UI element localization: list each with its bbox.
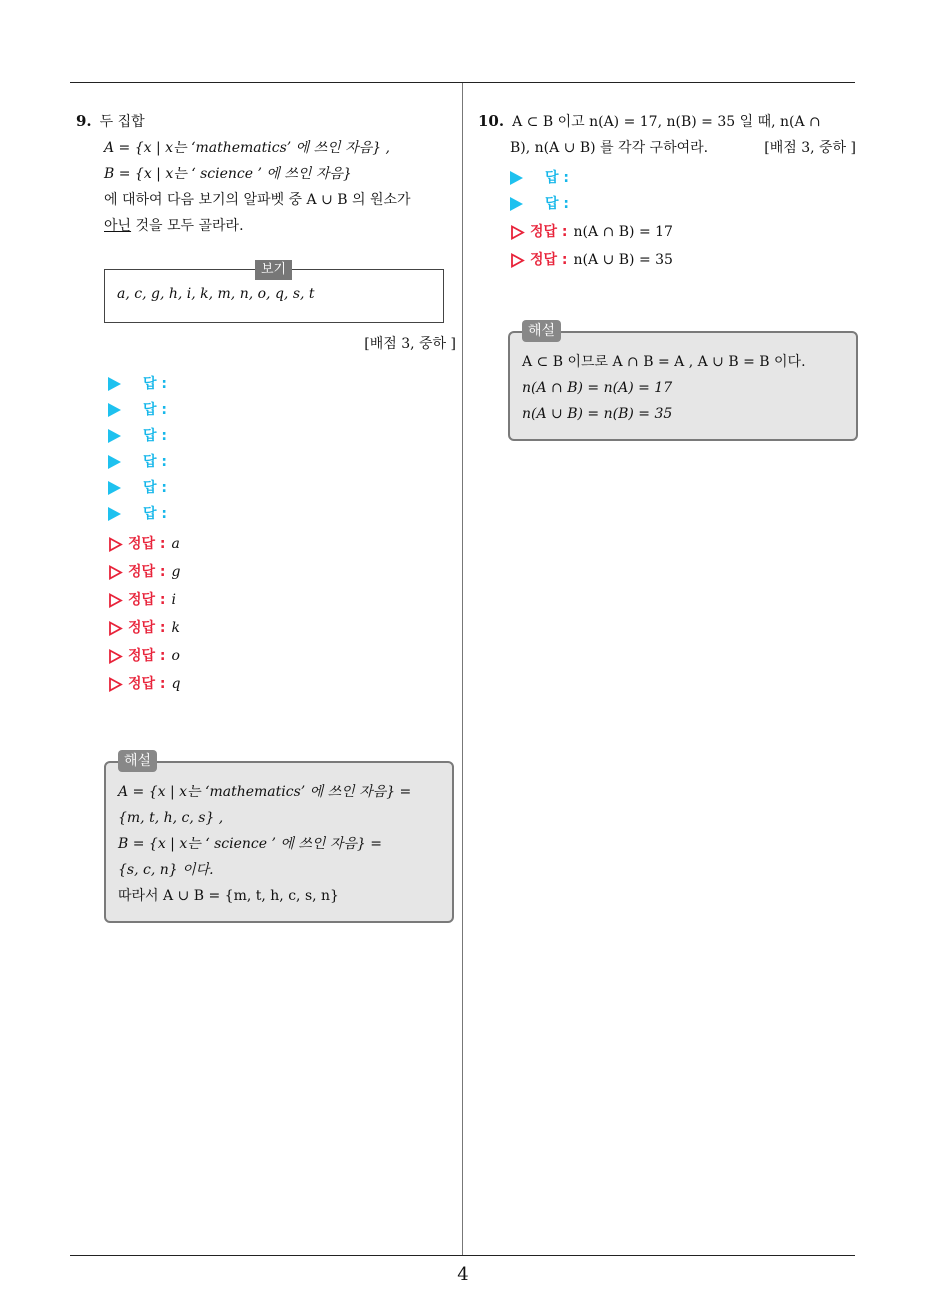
answer-key-value: k: [171, 620, 181, 636]
q10-text-1: A ⊂ B 이고 n(A) = 17, n(B) = 35 일 때, n(A ∩: [512, 114, 821, 130]
q10-line-1: [478, 108, 858, 135]
triangle-right-icon: [108, 455, 121, 469]
q9-answers: [76, 371, 456, 697]
bottom-rule: [70, 1255, 855, 1256]
answer-label: 답 :: [143, 402, 167, 418]
answer-blank-row: [108, 371, 456, 397]
answer-key-row: [108, 559, 456, 585]
q10-answers: [478, 165, 858, 273]
q9-stem: 두 집합: [99, 114, 145, 130]
q10-points: [배점 3, 중하 ]: [764, 140, 856, 156]
answer-key-row: [108, 615, 456, 641]
bogi-label: 보기: [255, 260, 292, 280]
answer-label: 답 :: [143, 506, 167, 522]
answer-key-value: n(A ∩ B) = 17: [573, 224, 673, 240]
triangle-right-icon: [510, 197, 523, 211]
triangle-right-icon: [510, 171, 523, 185]
answer-blank-row: [510, 165, 858, 191]
q9-set-b: B = {x | x는 ‘ science ’ 에 쓰인 자음}: [104, 166, 352, 182]
answer-key-row: [108, 671, 456, 697]
triangle-right-icon: [108, 429, 121, 443]
answer-key-value: a: [171, 536, 180, 552]
q9-instruction-rest: 것을 모두 골라라.: [131, 218, 244, 234]
answer-label: 답 :: [143, 454, 167, 470]
triangle-outline-icon: [108, 537, 123, 552]
triangle-outline-icon: [108, 621, 123, 636]
q9-points: [배점 3, 중하 ]: [364, 336, 456, 352]
triangle-outline-icon: [108, 565, 123, 580]
q9-instruction-1: 에 대하여 다음 보기의 알파벳 중 A ∪ B 의 원소가: [104, 192, 411, 208]
answer-blank-row: [108, 423, 456, 449]
answer-label: 답 :: [143, 376, 167, 392]
answer-key-row: [108, 643, 456, 669]
q10-text-2: B), n(A ∪ B) 를 각각 구하여라.: [510, 140, 709, 156]
answer-blank-row: [108, 501, 456, 527]
answer-key-value: g: [171, 564, 181, 580]
answer-blank-row: [108, 449, 456, 475]
triangle-outline-icon: [108, 593, 123, 608]
answer-blank-row: [108, 397, 456, 423]
answer-key-label: 정답 :: [128, 536, 166, 552]
q9-explanation-box: [104, 753, 454, 923]
question-9: [76, 108, 456, 923]
answer-label: 답 :: [545, 170, 569, 186]
answer-key-label: 정답 :: [128, 564, 166, 580]
question-10: [478, 108, 858, 441]
answer-key-label: 정답 :: [128, 620, 166, 636]
explanation-line: {m, t, h, c, s} ,: [118, 810, 224, 826]
q9-set-a: A = {x | x는 ‘mathematics’ 에 쓰인 자음} ,: [104, 140, 391, 156]
q10-number: 10.: [478, 112, 505, 130]
answer-key-label: 정답 :: [530, 252, 568, 268]
answer-key-label: 정답 :: [128, 676, 166, 692]
explanation-label: 해설: [118, 750, 157, 772]
column-divider: [462, 83, 463, 1256]
answer-key-label: 정답 :: [128, 648, 166, 664]
explanation-line: A = {x | x는 ‘mathematics’ 에 쓰인 자음} =: [118, 784, 412, 800]
bogi-content: a, c, g, h, i, k, m, n, o, q, s, t: [117, 286, 315, 302]
answer-key-value: q: [171, 676, 181, 692]
triangle-outline-icon: [510, 225, 525, 240]
explanation-label: 해설: [522, 320, 561, 342]
q10-explanation-box: [508, 323, 858, 441]
q9-stem-line: [76, 108, 456, 135]
answer-blank-row: [108, 475, 456, 501]
answer-key-label: 정답 :: [530, 224, 568, 240]
triangle-outline-icon: [108, 649, 123, 664]
bogi-box: [104, 262, 444, 323]
triangle-right-icon: [108, 403, 121, 417]
explanation-line: n(A ∩ B) = n(A) = 17: [522, 380, 673, 396]
answer-label: 답 :: [143, 428, 167, 444]
page-number: 4: [457, 1264, 469, 1285]
q9-instruction-2: [76, 213, 456, 239]
q9-instruction-underlined: 아닌: [104, 218, 132, 234]
triangle-right-icon: [108, 377, 121, 391]
answer-label: 답 :: [143, 480, 167, 496]
q9-number: 9.: [76, 112, 92, 130]
answer-key-row: [108, 587, 456, 613]
answer-label: 답 :: [545, 196, 569, 212]
triangle-right-icon: [108, 507, 121, 521]
answer-key-value: n(A ∪ B) = 35: [573, 252, 673, 268]
explanation-line: 따라서 A ∪ B = {m, t, h, c, s, n}: [118, 888, 339, 904]
answer-key-row: [510, 247, 858, 273]
answer-key-value: i: [171, 592, 177, 608]
answer-key-label: 정답 :: [128, 592, 166, 608]
answer-key-row: [108, 531, 456, 557]
answer-key-value: o: [171, 648, 180, 664]
answer-blank-row: [510, 191, 858, 217]
q10-line-2: [478, 135, 858, 161]
answer-key-row: [510, 219, 858, 245]
triangle-outline-icon: [510, 253, 525, 268]
explanation-line: n(A ∪ B) = n(B) = 35: [522, 406, 673, 422]
explanation-line: A ⊂ B 이므로 A ∩ B = A , A ∪ B = B 이다.: [522, 354, 806, 370]
triangle-outline-icon: [108, 677, 123, 692]
explanation-line: {s, c, n} 이다.: [118, 862, 214, 878]
triangle-right-icon: [108, 481, 121, 495]
explanation-line: B = {x | x는 ‘ science ’ 에 쓰인 자음} =: [118, 836, 382, 852]
